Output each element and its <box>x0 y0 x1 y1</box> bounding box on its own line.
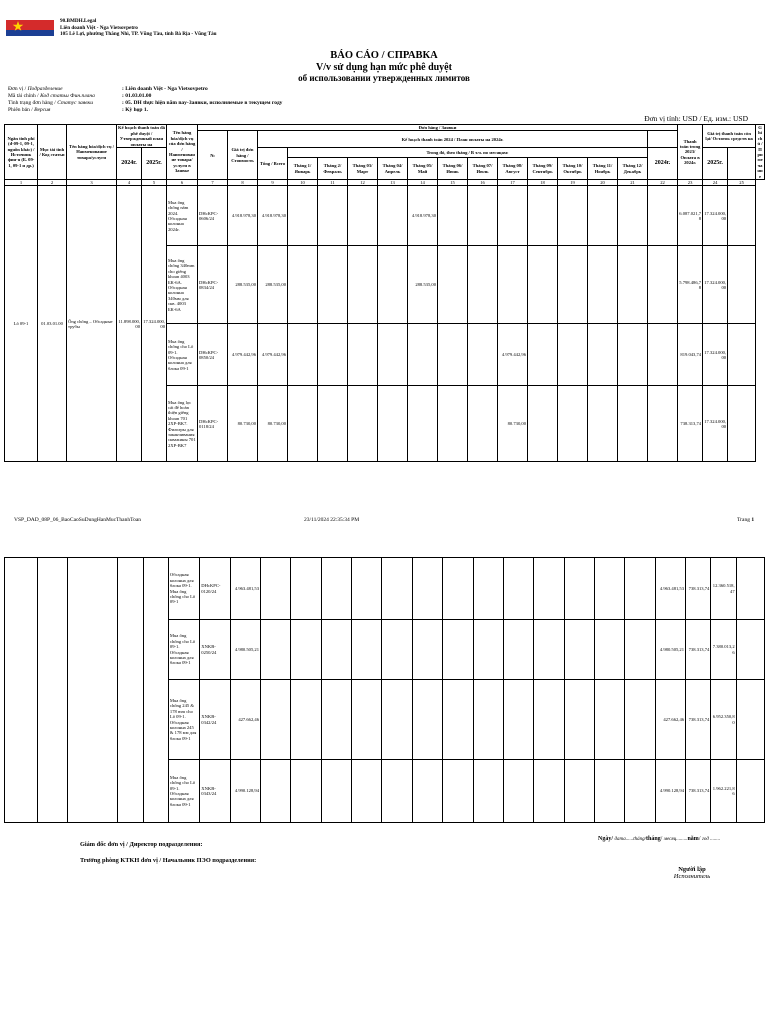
info-status: : 05. DH thực hiện năm nay-Заявки, исполняемые в текущем году <box>122 100 283 106</box>
head-signature-label: Trưởng phòng KTKH đơn vị / Начальник ПЭО подразделения: <box>80 857 257 864</box>
empty-cell <box>5 558 38 823</box>
remaining-year-2024: 2024г. <box>648 148 678 180</box>
month-value <box>288 246 318 324</box>
month-value <box>528 386 558 462</box>
month-value <box>528 186 558 246</box>
month-value <box>291 620 321 680</box>
row-note <box>728 186 756 246</box>
remaining-2024: 738.313,74 <box>686 558 711 620</box>
col-remaining-header: Giá trị thanh toán còn lại/ Остаток средств на <box>703 125 756 148</box>
month-value <box>558 324 588 386</box>
month-value <box>594 760 624 823</box>
month-value <box>352 680 382 760</box>
column-number: 11 <box>318 180 348 186</box>
month-value <box>382 760 412 823</box>
remaining-2024: 738.313,74 <box>686 760 711 823</box>
order-value: 80.730,00 <box>228 386 258 462</box>
month-value <box>378 246 408 324</box>
month-value <box>473 680 503 760</box>
table-row <box>5 186 765 246</box>
group-plan-2025: 17.324.000,00 <box>142 186 167 462</box>
month-value <box>534 760 564 823</box>
month-value <box>618 186 648 246</box>
month-value <box>291 558 321 620</box>
month-value <box>348 186 378 246</box>
month-value <box>558 186 588 246</box>
month-value <box>291 680 321 760</box>
month-value <box>503 680 533 760</box>
remaining-2025: 17.324.000,00 <box>703 246 728 324</box>
report-subtitle-vn: V/v sử dụng hạn mức phê duyệt <box>316 62 452 73</box>
column-number: 14 <box>408 180 438 186</box>
month-value <box>473 760 503 823</box>
remaining-2025: 17.324.000,00 <box>703 386 728 462</box>
row-note <box>736 558 764 620</box>
month-value <box>382 680 412 760</box>
plan-year-2024: 2024г. <box>117 148 142 180</box>
month-value <box>468 186 498 246</box>
month-value <box>412 620 442 680</box>
month-value <box>291 760 321 823</box>
month-value <box>288 386 318 462</box>
month-header: Tháng 09/ Сентябрь <box>528 158 558 180</box>
order-total: 4.979.442,96 <box>258 324 288 386</box>
order-value: 4.963.481,53 <box>230 558 260 620</box>
order-value: 4.979.442,96 <box>228 324 258 386</box>
month-value <box>564 620 594 680</box>
month-value <box>534 620 564 680</box>
paid-value <box>648 246 678 324</box>
order-value: 427.662,46 <box>230 680 260 760</box>
col-plan-header: Kế hoạch thanh toán đã phê duyệt / Утвержденный план оплаты на <box>118 125 165 147</box>
month-value <box>618 324 648 386</box>
col-notes-header: Ghi chú / Примечание <box>757 125 763 179</box>
order-number: DHcKPC-0606/24 <box>198 186 228 246</box>
column-number: 24 <box>703 180 728 186</box>
remaining-2024: 5.798.486,78 <box>678 246 703 324</box>
order-value: 4.980.505,21 <box>230 620 260 680</box>
month-value <box>382 558 412 620</box>
month-header: Tháng 12/ Декабрь <box>618 158 648 180</box>
group-source: Lô 09-1 <box>5 186 38 462</box>
remaining-2025: 12.360.518,47 <box>711 558 736 620</box>
col-plan2024-header: Kế hoạch thanh toán 2024 / План оплаты на 2024г. <box>258 131 648 148</box>
remaining-year-2025: 2025г. <box>703 148 728 180</box>
month-value <box>378 186 408 246</box>
month-value: 4.979.442,96 <box>498 324 528 386</box>
row-note <box>736 760 764 823</box>
column-number: 18 <box>528 180 558 186</box>
column-number: 2 <box>38 180 67 186</box>
column-number: 19 <box>558 180 588 186</box>
empty-cell <box>67 558 118 823</box>
order-goods-name: Обсадная колонна для блока 09-1. Mua ống chống cho Lô 09-1 <box>168 558 199 620</box>
month-value <box>412 558 442 620</box>
month-value <box>625 558 655 620</box>
paid-value: 427.662,46 <box>655 680 685 760</box>
month-value <box>468 386 498 462</box>
month-value <box>382 620 412 680</box>
limits-table-page1 <box>4 124 765 462</box>
col-order-goods-header: Tên hàng hóa/dịch vụ của đơn hàng / Наименование товара/услуги в Заявке <box>167 125 198 180</box>
column-number: 22 <box>648 180 678 186</box>
report-title: BÁO CÁO / СПРАВКА <box>330 50 438 61</box>
month-value <box>378 386 408 462</box>
month-value <box>321 558 351 620</box>
month-value <box>321 680 351 760</box>
col-bymonth-header: Trong đó, theo tháng / В т.ч. по месяцам: <box>288 148 648 158</box>
col-total-header: Tổng / Всего <box>258 148 288 180</box>
remaining-2025: 6.952.350,80 <box>711 680 736 760</box>
org-code: 90.BMDH.Legal <box>60 18 97 24</box>
order-goods-name: Mua ống chống cho Lô 09-1. Обсадная колонна для блока 09-1 <box>168 760 199 823</box>
row-note <box>736 680 764 760</box>
order-number: XNKB-0343/24 <box>200 760 230 823</box>
info-version: : Kỳ họp 1. <box>122 107 148 113</box>
order-number: DHcKPC-0118/24 <box>198 386 228 462</box>
report-subtitle-ru: об использовании утвержденных лимитов <box>298 73 470 83</box>
month-value <box>438 186 468 246</box>
order-goods-name: Mua ống chống cho Lô 09-1. Обсадная колонна для блока 09-1 <box>167 324 198 386</box>
currency-unit: Đơn vị tính: USD / Ед. изм.: USD <box>644 114 748 123</box>
month-header: Tháng 08/ Август <box>498 158 528 180</box>
month-value <box>318 246 348 324</box>
column-number: 1 <box>5 180 38 186</box>
month-value <box>412 680 442 760</box>
month-value <box>588 186 618 246</box>
org-name: Liên doanh Việt - Nga Vietsovpetro <box>60 24 138 31</box>
month-header: Tháng 04/ Апрель <box>378 158 408 180</box>
report-info: Đơn vị / Подразделение : Liên doanh Việt - Nga Vietsovpetro Mã tài chính / Код статьи Фин.плана : 01.03.01.00 Tình trạng đơn hàng / Статус заявки : 05. DH thực hiện năm nay-Заявки, исполняемые в текущем году Phiên bản / Версия : Kỳ họp 1. <box>8 86 283 113</box>
col-source-header: Ngân tính phí (đ-09-1, 09-1, nguồn khác) / Источник фин-я (Б. 09-1, 09-1 и др.) <box>5 125 38 180</box>
col-goods-header: Tên hàng hóa/dịch vụ / Наименование товара/услуги <box>67 125 117 180</box>
order-goods-name: Mua ống chống 245 & 178 mm cho Lô 09-1. Обсадная колонна 245 & 178 мм для блока 09-1 <box>168 680 199 760</box>
order-goods-name: Mua ống chống cho Lô 09-1. Обсадная колонна для блока 09-1 <box>168 620 199 680</box>
month-value <box>438 246 468 324</box>
footer-timestamp: 23/11/2024 22:35:34 PM <box>304 517 360 523</box>
remaining-2024: 738.313,74 <box>686 620 711 680</box>
month-header: Tháng 1/ Январь <box>288 158 318 180</box>
month-value <box>438 386 468 462</box>
row-note <box>728 246 756 324</box>
org-address: 105 Lê Lợi, phường Thắng Nhì, TP. Vũng Tàu, tỉnh Bà Rịa - Vũng Tàu <box>60 31 217 37</box>
month-value <box>408 324 438 386</box>
month-header: Tháng 2/ Февраль <box>318 158 348 180</box>
column-number: 17 <box>498 180 528 186</box>
column-number: 21 <box>618 180 648 186</box>
column-number: 23 <box>678 180 703 186</box>
column-number: 15 <box>438 180 468 186</box>
order-value: 4.990.128,94 <box>230 760 260 823</box>
month-value <box>288 186 318 246</box>
month-value <box>378 324 408 386</box>
month-value <box>348 324 378 386</box>
column-number: 4 <box>117 180 142 186</box>
month-value <box>288 324 318 386</box>
month-header: Tháng 03/ Март <box>348 158 378 180</box>
column-number: 13 <box>378 180 408 186</box>
row-note <box>736 620 764 680</box>
order-number: XNKB-0342/24 <box>200 680 230 760</box>
order-number: DHcKPC-0850/24 <box>198 324 228 386</box>
remaining-2024: 819.043,74 <box>678 324 703 386</box>
info-fin-code: : 01.03.01.00 <box>122 93 152 99</box>
month-value <box>321 620 351 680</box>
paid-value <box>648 386 678 462</box>
footer-page: Trang 1 <box>737 517 755 523</box>
month-value <box>321 760 351 823</box>
order-total: 288.535,00 <box>258 246 288 324</box>
remaining-2024: 6.087.021,78 <box>678 186 703 246</box>
order-value: 288.535,00 <box>228 246 258 324</box>
month-header: Tháng 05/ Май <box>408 158 438 180</box>
remaining-2025: 17.324.000,00 <box>703 324 728 386</box>
column-number: 25 <box>728 180 756 186</box>
order-number: XNKB-0250/24 <box>200 620 230 680</box>
month-value <box>588 324 618 386</box>
month-value <box>318 324 348 386</box>
month-value <box>473 558 503 620</box>
month-value <box>564 680 594 760</box>
order-total <box>261 620 291 680</box>
month-value <box>443 558 473 620</box>
month-value <box>618 386 648 462</box>
month-header: Tháng 07/ Июль <box>468 158 498 180</box>
month-value <box>438 324 468 386</box>
col-orders-header: Đơn hàng / Заявки <box>198 125 678 131</box>
column-number: 10 <box>288 180 318 186</box>
row-note <box>728 386 756 462</box>
col-number-header: № <box>198 131 228 180</box>
order-total <box>261 680 291 760</box>
report-maker: Người lập Исполнитель <box>673 866 711 880</box>
month-value <box>318 386 348 462</box>
month-value: 288.535,00 <box>408 246 438 324</box>
column-number: 5 <box>142 180 167 186</box>
month-value <box>498 246 528 324</box>
remaining-2024: 738.313,74 <box>686 680 711 760</box>
group-goods: Ống chống – Обсадные трубы <box>67 186 117 462</box>
col-value-header: Giá trị đơn hàng / Стоимость <box>228 131 258 180</box>
paid-value: 4.990.128,94 <box>655 760 685 823</box>
month-value: 80.730,00 <box>498 386 528 462</box>
month-header: Tháng 06/ Июнь <box>438 158 468 180</box>
month-value <box>625 760 655 823</box>
empty-cell <box>118 558 143 823</box>
month-value <box>503 620 533 680</box>
month-value <box>412 760 442 823</box>
remaining-2025: 17.324.000,00 <box>703 186 728 246</box>
month-value <box>588 386 618 462</box>
footer-report-id: VSP_DAD_08P_06_BaoCaoSuDungHanMucThanhToan <box>14 517 142 523</box>
month-value <box>468 324 498 386</box>
order-total: 80.730,00 <box>258 386 288 462</box>
month-value <box>443 620 473 680</box>
paid-value: 4.963.481,53 <box>655 558 685 620</box>
order-total <box>261 760 291 823</box>
row-note <box>728 324 756 386</box>
month-value <box>618 246 648 324</box>
column-number: 16 <box>468 180 498 186</box>
month-value <box>528 324 558 386</box>
month-value <box>348 246 378 324</box>
month-value <box>352 760 382 823</box>
month-value <box>564 558 594 620</box>
order-number: DHcKPC-0120/24 <box>200 558 230 620</box>
group-plan-2024: 11.898.000,00 <box>117 186 142 462</box>
month-value <box>318 186 348 246</box>
column-number: 12 <box>348 180 378 186</box>
month-value <box>503 558 533 620</box>
column-number: 3 <box>67 180 117 186</box>
month-header: Tháng 10/ Октябрь <box>558 158 588 180</box>
group-code: 01.03.01.00 <box>38 186 67 462</box>
month-value <box>588 246 618 324</box>
column-number: 7 <box>198 180 228 186</box>
column-number: 20 <box>588 180 618 186</box>
month-value <box>443 680 473 760</box>
order-total <box>261 558 291 620</box>
order-goods-name: Mua ống chống 340mm cho giếng khoan 4003 БК-6A. Обсадная колонна 340мм для скв. 4003 БК-6A <box>167 246 198 324</box>
order-total: 4.918.978,30 <box>258 186 288 246</box>
month-value <box>473 620 503 680</box>
month-value <box>352 620 382 680</box>
month-value <box>534 558 564 620</box>
month-value <box>408 386 438 462</box>
order-goods-name: Mua ống chống năm 2024. Обсадная колонна 2024г. <box>167 186 198 246</box>
month-value <box>625 620 655 680</box>
plan-year-2025: 2025г. <box>142 148 167 180</box>
order-value: 4.918.978,30 <box>228 186 258 246</box>
month-value <box>564 760 594 823</box>
limits-table-page2 <box>4 557 765 823</box>
paid-value <box>648 186 678 246</box>
month-value <box>352 558 382 620</box>
vietsovpetro-logo <box>6 20 54 42</box>
order-goods-name: Mua ống lọc cát để hoàn thiện giếng khoan 701 2XP-BK7. Фильтры для заканчивания скважины 701 2XP-BK7 <box>167 386 198 462</box>
month-value <box>534 680 564 760</box>
empty-cell <box>143 558 168 823</box>
month-value <box>443 760 473 823</box>
signature-date: Ngày/ дата......tháng/tháng/ месяц.........năm/ год ........ <box>598 836 721 842</box>
month-value <box>348 386 378 462</box>
month-value <box>594 620 624 680</box>
remaining-2025: 1.962.221,86 <box>711 760 736 823</box>
col-code-header: Mục tài tính / Код статьи <box>38 125 67 180</box>
month-header: Tháng 11/ Ноябрь <box>588 158 618 180</box>
column-number: 8 <box>228 180 258 186</box>
col-paid-header: Thanh toán trong 2023/ Оплата в 2024г. <box>678 125 703 180</box>
month-value: 4.918.978,30 <box>408 186 438 246</box>
order-number: DHcKPC-0834/24 <box>198 246 228 324</box>
month-value <box>558 246 588 324</box>
month-value <box>468 246 498 324</box>
info-unit: : Liên doanh Việt - Nga Vietsovpetro <box>122 86 208 92</box>
column-number: 9 <box>258 180 288 186</box>
month-value <box>503 760 533 823</box>
month-value <box>594 680 624 760</box>
director-signature-label: Giám đốc đơn vị / Директор подразделения: <box>80 841 203 848</box>
month-value <box>528 246 558 324</box>
table-row <box>5 558 765 620</box>
remaining-2025: 7.380.013,26 <box>711 620 736 680</box>
month-value <box>625 680 655 760</box>
month-value <box>558 386 588 462</box>
paid-value: 4.980.505,21 <box>655 620 685 680</box>
paid-value <box>648 324 678 386</box>
empty-cell <box>38 558 67 823</box>
column-number: 6 <box>167 180 198 186</box>
month-value <box>498 186 528 246</box>
month-value <box>594 558 624 620</box>
remaining-2024: 738.313,74 <box>678 386 703 462</box>
